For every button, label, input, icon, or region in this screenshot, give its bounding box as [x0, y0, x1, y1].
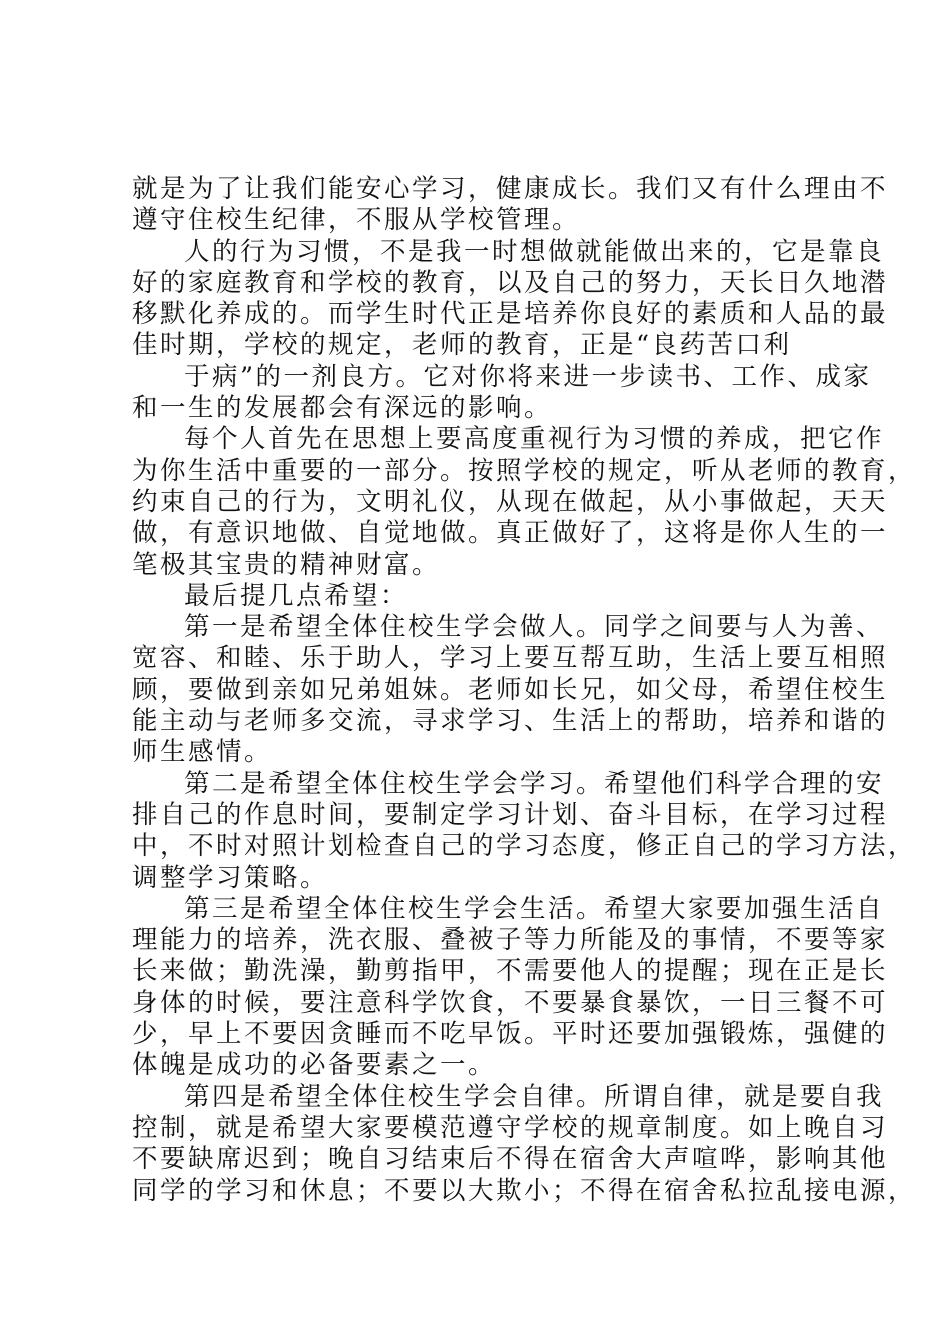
- text-line: 体魄是成功的必备要素之一。: [132, 1050, 497, 1081]
- text-line: 佳时期，学校的规定，老师的教育，正是“良药苦口利: [132, 330, 792, 361]
- text-line: 同学的学习和休息；不要以大欺小；不得在宿舍私拉乱接电源，: [132, 1175, 917, 1206]
- text-line: 排自己的作息时间，要制定学习计划、奋斗目标，在学习过程: [132, 799, 889, 830]
- text-line: 和一生的发展都会有深远的影响。: [132, 393, 553, 424]
- text-line: 于病”的一剂良方。它对你将来进一步读书、工作、成家: [184, 361, 872, 392]
- text-line: 做，有意识地做、自觉地做。真正做好了，这将是你人生的一: [132, 518, 889, 549]
- text-line: 第一是希望全体住校生学会做人。同学之间要与人为善、: [184, 612, 885, 643]
- text-line: 能主动与老师多交流，寻求学习、生活上的帮助，培养和谐的: [132, 706, 889, 737]
- text-line: 少，早上不要因贪睡而不吃早饭。平时还要加强锻炼，强健的: [132, 1019, 889, 1050]
- text-line: 第四是希望全体住校生学会自律。所谓自律，就是要自我: [184, 1081, 885, 1112]
- text-line: 调整学习策略。: [132, 862, 329, 893]
- text-line: 理能力的培养，洗衣服、叠被子等力所能及的事情，不要等家: [132, 925, 889, 956]
- text-line: 为你生活中重要的一部分。按照学校的规定，听从老师的教育，: [132, 455, 917, 486]
- text-line: 遵守住校生纪律，不服从学校管理。: [132, 205, 581, 236]
- text-line: 顾，要做到亲如兄弟姐妹。老师如长兄，如父母，希望住校生: [132, 674, 889, 705]
- text-line: 宽容、和睦、乐于助人，学习上要互帮互助，生活上要互相照: [132, 643, 889, 674]
- text-line: 笔极其宝贵的精神财富。: [132, 549, 441, 580]
- text-line: 每个人首先在思想上要高度重视行为习惯的养成，把它作: [184, 424, 885, 455]
- text-line: 控制，就是希望大家要模范遵守学校的规章制度。如上晚自习: [132, 1112, 889, 1143]
- text-line: 好的家庭教育和学校的教育，以及自己的努力，天长日久地潜: [132, 267, 889, 298]
- text-line: 就是为了让我们能安心学习，健康成长。我们又有什么理由不: [132, 174, 889, 204]
- text-line: 第三是希望全体住校生学会生活。希望大家要加强生活自: [184, 893, 885, 924]
- document-body: [132, 174, 917, 1207]
- text-line: 中，不时对照计划检查自己的学习态度，修正自己的学习方法，: [132, 831, 917, 862]
- text-line: 不要缺席迟到；晚自习结束后不得在宿舍大声喧哗，影响其他: [132, 1144, 889, 1175]
- text-line: 约束自己的行为，文明礼仪，从现在做起，从小事做起，天天: [132, 486, 889, 517]
- text-line: 移默化养成的。而学生时代正是培养你良好的素质和人品的最: [132, 299, 889, 330]
- text-line: 人的行为习惯，不是我一时想做就能做出来的，它是靠良: [184, 236, 885, 267]
- text-line: 师生感情。: [132, 737, 273, 768]
- text-line: 第二是希望全体住校生学会学习。希望他们科学合理的安: [184, 768, 885, 799]
- text-line: 最后提几点希望：: [184, 580, 409, 611]
- text-line: 身体的时候，要注意科学饮食，不要暴食暴饮，一日三餐不可: [132, 987, 889, 1018]
- text-line: 长来做；勤洗澡，勤剪指甲，不需要他人的提醒；现在正是长: [132, 956, 889, 987]
